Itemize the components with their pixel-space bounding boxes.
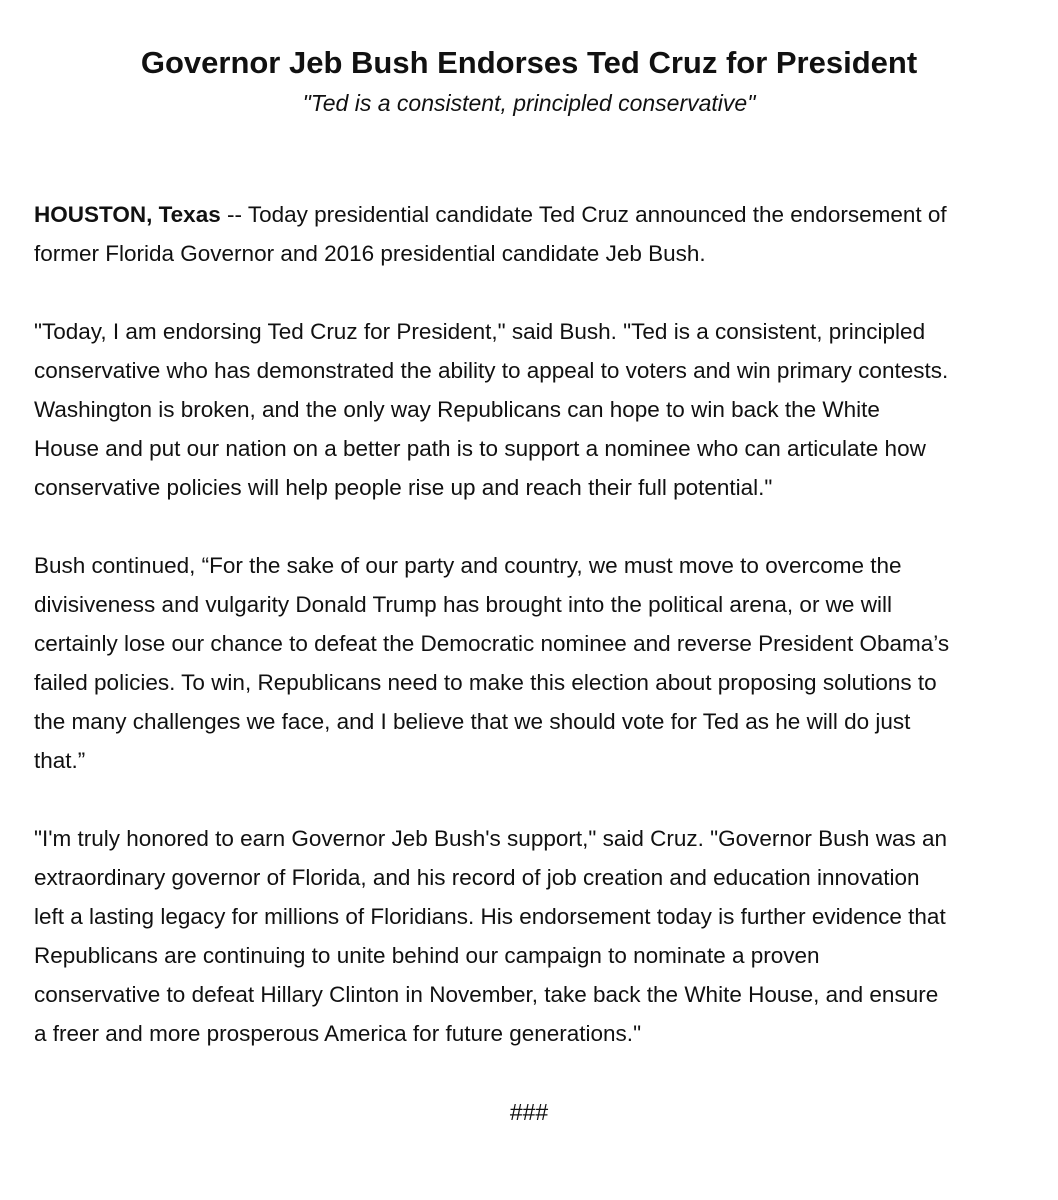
paragraph-intro (34, 195, 1044, 273)
paragraph-bush-quote (34, 312, 1044, 507)
paragraph-bush-continued (34, 546, 1044, 780)
paragraph-line: conservative to defeat Hillary Clinton in November, take back the White House, and ensure (34, 982, 939, 1007)
paragraph-line: a freer and more prosperous America for future generations." (34, 1021, 642, 1046)
dateline: HOUSTON, Texas (34, 202, 221, 227)
paragraph-cruz-quote (34, 819, 1044, 1053)
paragraph-line: conservative who has demonstrated the ability to appeal to voters and win primary contests. (34, 358, 949, 383)
intro-text: -- Today presidential candidate Ted Cruz announced the endorsement of (220, 202, 947, 227)
end-mark: ### (509, 1099, 549, 1125)
paragraph-line: divisiveness and vulgarity Donald Trump has brought into the political arena, or we will (34, 592, 892, 617)
page-subtitle: "Ted is a consistent, principled conservative" (302, 90, 756, 116)
paragraph-line (34, 195, 1044, 234)
paragraph-line: former Florida Governor and 2016 presidential candidate Jeb Bush. (34, 241, 706, 266)
paragraph-line: conservative policies will help people rise up and reach their full potential." (34, 475, 773, 500)
paragraph-line: that.” (34, 748, 86, 773)
paragraph-line: "I'm truly honored to earn Governor Jeb Bush's support," said Cruz. "Governor Bush was an (34, 826, 947, 851)
paragraph-line: certainly lose our chance to defeat the Democratic nominee and reverse President Obama’s (34, 631, 950, 656)
page-title: Governor Jeb Bush Endorses Ted Cruz for President (140, 45, 918, 80)
paragraph-line: extraordinary governor of Florida, and his record of job creation and education innovation (34, 865, 920, 890)
paragraph-line: the many challenges we face, and I believe that we should vote for Ted as he will do just (34, 709, 911, 734)
paragraph-line: House and put our nation on a better path is to support a nominee who can articulate how (34, 436, 926, 461)
paragraph-line: failed policies. To win, Republicans need to make this election about proposing solutions to (34, 670, 937, 695)
paragraph-line: left a lasting legacy for millions of Floridians. His endorsement today is further evidence that (34, 904, 946, 929)
paragraph-line: "Today, I am endorsing Ted Cruz for President," said Bush. "Ted is a consistent, principled (34, 319, 926, 344)
paragraph-line: Republicans are continuing to unite behind our campaign to nominate a proven (34, 943, 820, 968)
paragraph-line: Bush continued, “For the sake of our party and country, we must move to overcome the (34, 553, 902, 578)
paragraph-line: Washington is broken, and the only way Republicans can hope to win back the White (34, 397, 880, 422)
